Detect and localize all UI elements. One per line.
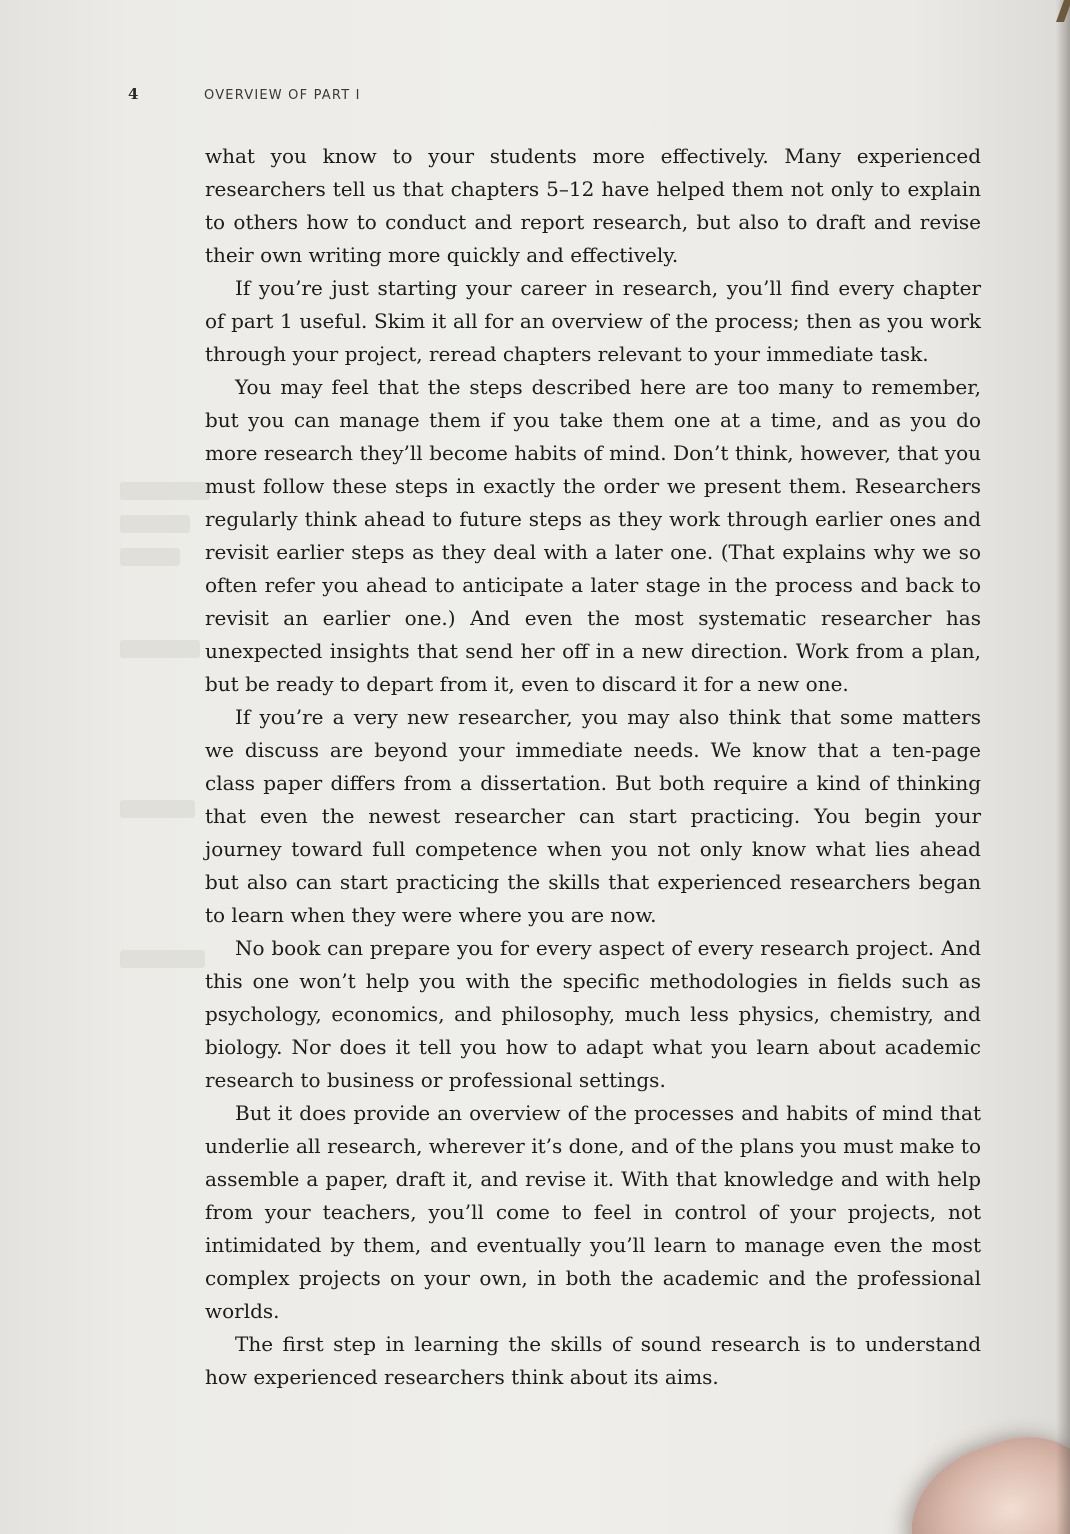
bleed-through-mark <box>120 548 180 566</box>
paragraph: If you’re just starting your career in research, you’ll find every chapter of part 1 useful. Skim it all for an overview of the process; then as you work through your project, reread chapters relevant to your immediate task. <box>205 276 981 366</box>
bleed-through-mark <box>120 640 200 658</box>
bleed-through-mark <box>120 482 210 500</box>
paragraph: You may feel that the steps described here are too many to remember, but you can manage them if you take them one at a time, and as you do more research they’ll become habits of mind. Don’t think, however, that you must follow these steps in exactly the order we present them. Researchers regularly think ahead to future steps as they work through earlier ones and revisit earlier steps as they deal with a later one. (That explains why we so often refer you ahead to anticipate a later stage in the process and back to revisit an earlier one.) And even the most systematic researcher has unexpected insights that send her off in a new direction. Work from a plan, but be ready to depart from it, even to discard it for a new one. <box>205 375 981 696</box>
paragraph: No book can prepare you for every aspect of every research project. And this one won’t help you with the specific methodologies in fields such as psychology, economics, and philosophy, much less physics, chemistry, and biology. Nor does it tell you how to adapt what you learn about academic research to business or professional settings. <box>205 936 981 1092</box>
paragraph: what you know to your students more effectively. Many experienced researchers tell us that chapters 5–12 have helped them not only to explain to others how to conduct and report research, but also to draft and revise their own writing more quickly and effectively. <box>205 144 981 267</box>
paragraph: If you’re a very new researcher, you may also think that some matters we discuss are beyond your immediate needs. We know that a ten-page class paper differs from a dissertation. But both require a kind of thinking that even the newest researcher can start practicing. You begin your journey toward full competence when you not only know what lies ahead but also can start practicing the skills that experienced researchers began to learn when they were where you are now. <box>205 705 981 927</box>
running-head: OVERVIEW OF PART I <box>204 88 361 103</box>
page-header <box>128 85 361 103</box>
page-number: 4 <box>128 85 139 103</box>
bleed-through-mark <box>120 800 195 818</box>
paragraph: The first step in learning the skills of sound research is to understand how experienced researchers think about its aims. <box>205 1332 981 1389</box>
thumb <box>891 1418 1070 1534</box>
body-text <box>205 140 981 1394</box>
bleed-through-mark <box>120 515 190 533</box>
bleed-through-mark <box>120 950 205 968</box>
page-edge-shadow <box>1056 0 1070 1534</box>
paragraph: But it does provide an overview of the processes and habits of mind that underlie all research, wherever it’s done, and of the plans you must make to assemble a paper, draft it, and revise it. With that knowledge and with help from your teachers, you’ll come to feel in control of your projects, not intimidated by them, and eventually you’ll learn to manage even the most complex projects on your own, in both the academic and the professional worlds. <box>205 1101 981 1323</box>
